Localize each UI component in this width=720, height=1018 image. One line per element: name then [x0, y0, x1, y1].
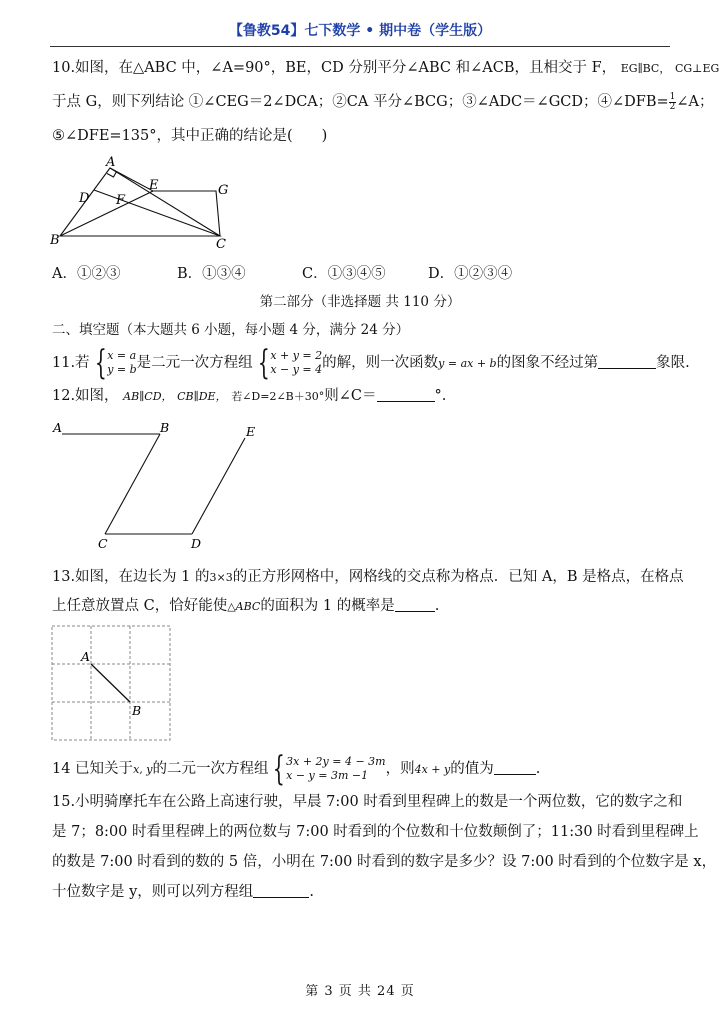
- q10-line3: ⑤∠DFE=135°，其中正确的结论是( ): [52, 128, 328, 144]
- q10-cg-perp: CG⊥EG: [674, 62, 720, 75]
- label-d: D: [191, 536, 202, 551]
- frac-num: 1: [669, 91, 676, 102]
- q10-line2-post: ∠A；: [676, 94, 714, 110]
- label-e: E: [246, 424, 256, 439]
- q12-pre: 12.如图，: [52, 388, 119, 404]
- q10-option-b: B．①③④: [177, 266, 246, 282]
- q11-sys2-eq1: x + y = 2: [270, 349, 323, 362]
- label-c: C: [216, 237, 226, 252]
- label-a: A: [53, 420, 63, 435]
- frac-den: 2: [669, 101, 676, 112]
- label-a: A: [106, 155, 116, 170]
- section2-title: 二、填空题（本大题共 6 小题，每小题 4 分，满分 24 分）: [52, 322, 410, 338]
- q12-cond2: CB∥DE，: [177, 390, 227, 403]
- q12-mid: 则∠C＝: [324, 388, 377, 404]
- q13-line2: [52, 596, 439, 617]
- q10-line2-pre: 于点 G，则下列结论 ①∠CEG＝2∠DCA；②CA 平分∠BCG；③∠ADC＝∠GCD；④∠DFB=: [52, 94, 669, 110]
- label-f: F: [116, 193, 126, 208]
- q12-figure: [50, 418, 270, 553]
- q10-option-d: D．①②③④: [428, 266, 513, 282]
- q14-vars: x, y: [133, 763, 153, 776]
- bisector-be: [60, 191, 153, 236]
- q10-option-c: C．①③④⑤: [302, 266, 386, 282]
- q13-line1: [52, 567, 684, 588]
- q11-post1: 的解，则一次函数: [322, 355, 439, 371]
- q12-line: [52, 386, 446, 407]
- q10-line1: [52, 58, 719, 79]
- q12-cond1: AB∥CD，: [123, 390, 173, 403]
- q14-post2: 的值为: [450, 761, 494, 777]
- q14-expr: 4x + y: [414, 763, 451, 776]
- segment-ab: [91, 664, 130, 702]
- label-b: B: [160, 420, 170, 435]
- q13-end: .: [434, 598, 440, 614]
- right-angle-mark: [107, 172, 117, 178]
- q11-system1: { x = a y = b: [94, 343, 137, 383]
- label-e: E: [149, 178, 159, 193]
- q12-answer-blank: [377, 387, 435, 402]
- q11-system2: { x + y = 2 x − y = 4: [257, 343, 323, 383]
- header-rule: [50, 46, 670, 47]
- q11-pre: 11.若: [52, 355, 90, 371]
- q14-mid: 的二元一次方程组: [152, 761, 269, 777]
- q11-sys2-eq2: x − y = 4: [270, 363, 323, 376]
- q12-cond3: 若∠D=2∠B＋30°: [231, 390, 325, 403]
- part2-title: 第二部分（非选择题 共 110 分）: [259, 294, 461, 310]
- q14-sys-eq2: x − y = 3m −1: [286, 769, 369, 782]
- q15-line3: 的数是 7:00 时看到的数的 5 倍，小明在 7:00 时看到的数字是多少？设 7:00 时看到的个位数字是 x，: [52, 854, 717, 870]
- q13-line1-post: 的正方形网格中，网格线的交点称为格点．已知 A，B 是格点，在格点: [232, 569, 684, 585]
- q13-line2-post: 的面积为 1 的概率是: [260, 598, 395, 614]
- q10-option-a: A．①②③: [52, 266, 121, 282]
- label-b: B: [132, 703, 142, 718]
- label-g: G: [218, 183, 229, 198]
- q11-func: y = ax + b: [438, 357, 497, 370]
- q15-end: .: [309, 884, 314, 900]
- q14-pre: 14 已知关于: [52, 761, 134, 777]
- q11-post3: 象限.: [656, 355, 690, 371]
- label-c: C: [98, 536, 108, 551]
- q13-line1-pre: 13.如图，在边长为 1 的: [52, 569, 210, 585]
- q13-line2-pre: 上任意放置点 C，恰好能使: [52, 598, 228, 614]
- page-footer: 第 3 页 共 24 页: [305, 984, 415, 999]
- label-d: D: [79, 191, 90, 206]
- label-a: A: [81, 649, 91, 664]
- q11-sys1-eq1: x = a: [107, 349, 137, 362]
- q11-sys1-eq2: y = b: [107, 363, 137, 376]
- q15-line4-pre: 十位数字是 y，则可以列方程组: [52, 884, 254, 900]
- page-header: 【鲁教54】七下数学 • 期中卷（学生版）: [228, 23, 492, 39]
- q10-line2: [52, 92, 714, 112]
- segment-de: [192, 438, 245, 534]
- q14-line: [52, 749, 541, 789]
- q15-answer-blank: [253, 883, 309, 898]
- q15-line2: 是 7；8:00 时看里程碑上的两位数与 7:00 时看到的个位数和十位数颠倒了；11:30 时看到里程碑上: [52, 824, 699, 840]
- q12-post: °.: [434, 388, 447, 404]
- q13-grid: 3×3: [209, 571, 233, 584]
- q13-grid-figure: [50, 624, 174, 744]
- q13-answer-blank: [395, 597, 435, 612]
- q14-system: { 3x + 2y = 4 − 3m x − y = 3m −1: [273, 749, 386, 789]
- q10-eg-parallel: EG∥BC，: [620, 62, 671, 75]
- q11-answer-blank: [598, 354, 656, 369]
- q10-figure: [50, 152, 240, 252]
- q15-line4: [52, 882, 314, 902]
- q14-post1: ，则: [385, 761, 415, 777]
- q13-tri: △ABC: [227, 600, 261, 613]
- q14-end: .: [535, 761, 541, 777]
- q11-mid: 是二元一次方程组: [136, 355, 253, 371]
- label-b: B: [50, 233, 60, 248]
- q11-post2: 的图象不经过第: [496, 355, 599, 371]
- q11-line: [52, 343, 690, 383]
- segment-bc: [105, 434, 160, 534]
- q10-line1-text: 10.如图，在△ABC 中，∠A=90°，BE，CD 分别平分∠ABC 和∠ACB，且相交于 F，: [52, 60, 617, 76]
- q14-sys-eq1: 3x + 2y = 4 − 3m: [286, 755, 386, 768]
- q15-line1: 15.小明骑摩托车在公路上高速行驶，早晨 7:00 时看到里程碑上的数是一个两位数，它的数字之和: [52, 794, 683, 810]
- q14-answer-blank: [494, 760, 536, 775]
